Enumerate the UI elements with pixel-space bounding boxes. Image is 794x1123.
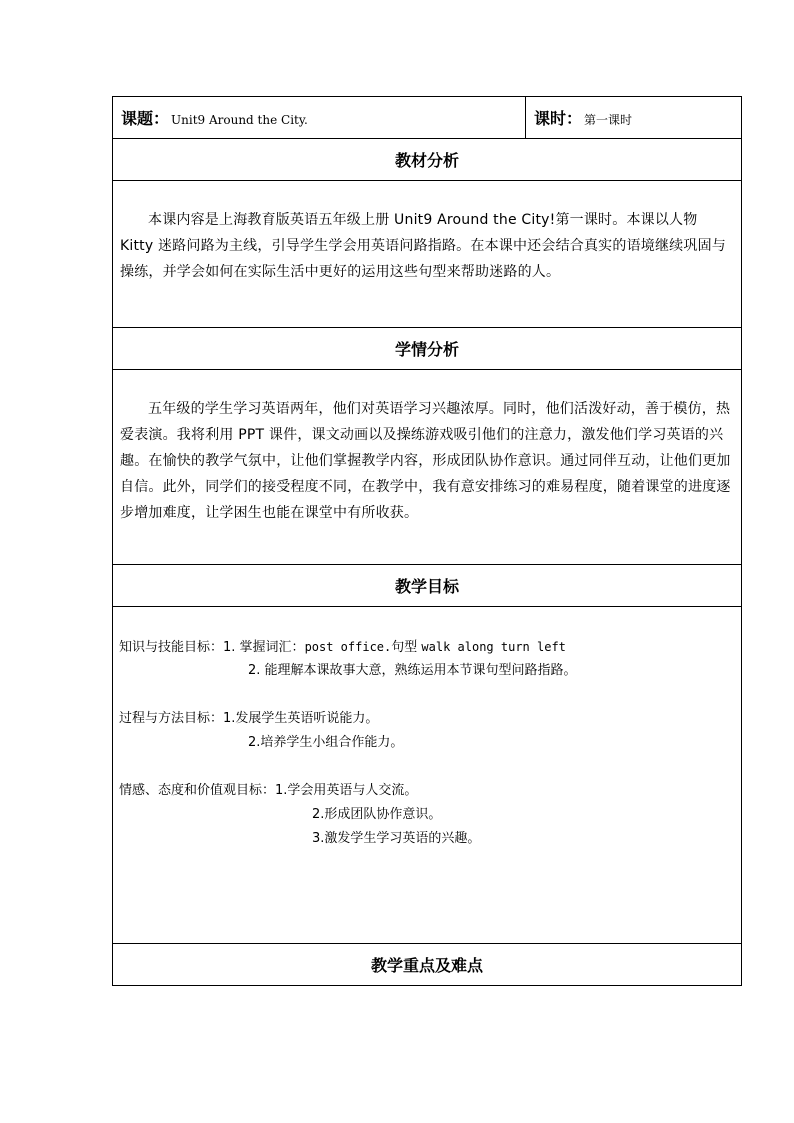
knowledge-goal-item-2: 2. 能理解本课故事大意，熟练运用本节课句型问路指路。 xyxy=(248,663,577,678)
period-value: 第一课时 xyxy=(584,113,633,127)
lesson-plan-table xyxy=(112,96,742,986)
student-analysis-title: 学情分析 xyxy=(113,328,742,370)
emotion-goal-item-1: 1.学会用英语与人交流。 xyxy=(275,783,418,798)
emotion-goal-label: 情感、态度和价值观目标： xyxy=(119,783,276,798)
emotion-goal-item-2: 2.形成团队协作意识。 xyxy=(312,807,442,822)
student-analysis-text: 五年级的学生学习英语两年，他们对英语学习兴趣浓厚。同时，他们活泼好动，善于模仿，热爱表演。我将利用 PPT 课件，课文动画以及操练游戏吸引他们的注意力，激发他们学习英语的兴趣。在愉快的教学气氛中，让他们掌握教学内容，形成团队协作意识。通过同伴互动，让他们更加自信。此外，同学们的接受程度不同，在教学中，我有意安排练习的难易程度，随着课堂的进度逐步增加难度，让学困生也能在课堂中有所收获。 xyxy=(120,401,731,521)
process-goal-item-2: 2.培养学生小组合作能力。 xyxy=(248,735,404,750)
student-analysis-body xyxy=(113,370,742,565)
goals-list xyxy=(113,607,741,851)
process-goal-label: 过程与方法目标： xyxy=(119,711,224,726)
knowledge-goal-item-1-sentence: walk along turn left xyxy=(421,640,566,654)
teaching-goals-title-row xyxy=(113,565,742,607)
textbook-analysis-title-row xyxy=(113,139,742,181)
student-analysis-title-row xyxy=(113,328,742,370)
knowledge-goals xyxy=(119,635,741,683)
process-goal-line-1 xyxy=(119,707,741,731)
textbook-analysis-text: 本课内容是上海教育版英语五年级上册 Unit9 Around the City!第一课时。本课以人物 Kitty 迷路问路为主线，引导学生学会用英语问路指路。在本课中还会结合真实的语境继续巩固与操练，并学会如何在实际生活中更好的运用这些句型来帮助迷路的人。 xyxy=(120,212,726,280)
period-cell xyxy=(526,97,742,139)
period-label: 课时： xyxy=(534,109,583,128)
textbook-analysis-title: 教材分析 xyxy=(113,139,742,181)
topic-value: Unit9 Around the City. xyxy=(171,113,308,127)
emotion-goal-line-1 xyxy=(119,779,741,803)
emotion-goal-item-3: 3.激发学生学习英语的兴趣。 xyxy=(312,831,481,846)
header-row xyxy=(113,97,742,139)
knowledge-goal-line-1 xyxy=(119,635,741,659)
topic-label: 课题： xyxy=(121,109,170,128)
student-analysis-body-row xyxy=(113,370,742,565)
key-points-title-row xyxy=(113,944,742,986)
knowledge-goal-item-1-prefix: 1. 掌握词汇： xyxy=(223,640,305,655)
teaching-goals-title: 教学目标 xyxy=(113,565,742,607)
process-goals xyxy=(119,707,741,755)
knowledge-goal-label: 知识与技能目标： xyxy=(119,640,224,655)
textbook-analysis-body-row xyxy=(113,181,742,328)
textbook-analysis-body xyxy=(113,181,742,328)
process-goal-item-1: 1.发展学生英语听说能力。 xyxy=(223,711,379,726)
knowledge-goal-item-1-vocab: post office. xyxy=(304,640,392,654)
teaching-goals-body-row xyxy=(113,607,742,944)
topic-cell xyxy=(113,97,526,139)
teaching-goals-body xyxy=(113,607,742,944)
emotion-goals xyxy=(119,779,741,851)
knowledge-goal-item-1-mid: 句型 xyxy=(391,640,422,655)
key-points-title: 教学重点及难点 xyxy=(113,944,742,986)
